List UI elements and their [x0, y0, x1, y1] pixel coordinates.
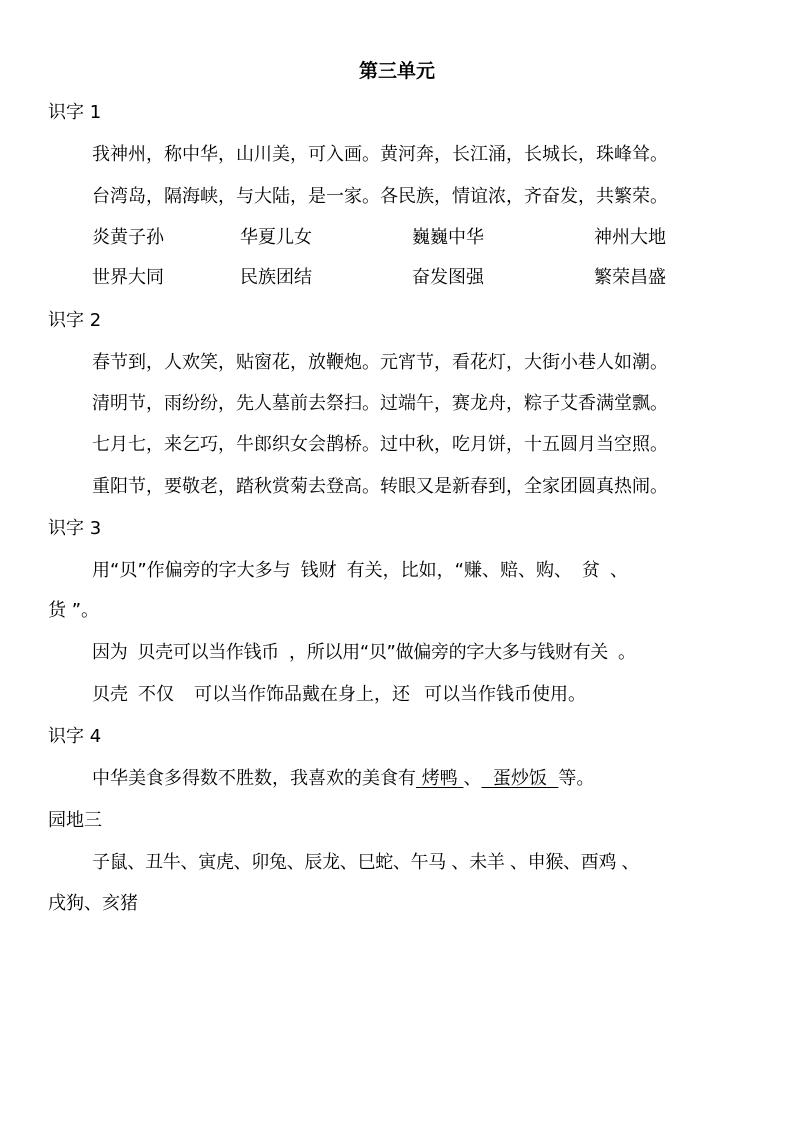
text-line: 春节到，人欢笑，贴窗花，放鞭炮。元宵节，看花灯，大街小巷人如潮。 — [92, 352, 668, 373]
text-fragment: 可以当作钱币使用。 — [424, 684, 586, 705]
answer-blank: 贝壳 — [92, 684, 128, 705]
word-row — [0, 225, 794, 251]
word-item: 民族团结 — [240, 267, 312, 288]
page-title: 第三单元 — [358, 60, 435, 82]
answer-blank: 钱财 — [300, 560, 337, 581]
answer-underlined: 蛋炒饭 — [492, 768, 547, 789]
word-item: 世界大同 — [92, 267, 164, 288]
text-line: 七月七，来乞巧，牛郎织女会鹊桥。过中秋，吃月饼，十五圆月当空照。 — [92, 434, 668, 455]
text-line: 子鼠、丑牛、寅虎、卯兔、辰龙、巳蛇、午马 、未羊 、申猴、酉鸡 、 — [92, 852, 640, 873]
text-line: 货 ”。 — [48, 600, 100, 621]
text-line: 清明节，雨纷纷，先人墓前去祭扫。过端午，赛龙舟，粽子艾香满堂飘。 — [92, 393, 668, 414]
text-line: 我神州，称中华，山川美，可入画。黄河奔，长江涌，长城长，珠峰耸。 — [92, 144, 668, 165]
word-item: 奋发图强 — [412, 267, 484, 288]
word-item: 繁荣昌盛 — [594, 267, 666, 288]
word-item: 华夏儿女 — [240, 227, 312, 248]
text-line: 戌狗、亥猪 — [48, 893, 138, 914]
text-fragment: 、 — [463, 768, 482, 789]
text-line — [92, 558, 628, 584]
text-fragment: 可以当作饰品戴在身上，还 — [194, 684, 410, 705]
text-fragment: 用“贝”作偏旁的字大多与 — [92, 560, 291, 581]
text-fragment: 中华美食多得数不胜数，我喜欢的美食有 — [92, 768, 416, 789]
word-item: 巍巍中华 — [412, 227, 484, 248]
text-line — [92, 766, 594, 792]
text-line: 重阳节，要敬老，踏秋赏菊去登高。转眼又是新春到，全家团圆真热闹。 — [92, 476, 668, 497]
text-fragment: 。 — [617, 642, 636, 663]
section-heading-yuandi-3: 园地三 — [48, 810, 102, 831]
answer-blank: 贫 — [581, 560, 600, 581]
text-line: 台湾岛，隔海峡，与大陆，是一家。各民族，情谊浓，齐奋发，共繁荣。 — [92, 186, 668, 207]
word-item: 炎黄子孙 — [92, 227, 164, 248]
text-fragment: 因为 — [92, 642, 128, 663]
answer-blank: 不仅 — [138, 684, 174, 705]
text-line — [92, 682, 586, 708]
answer-underlined: 烤鸭 — [421, 768, 458, 789]
text-fragment: 、 — [609, 560, 628, 581]
section-heading-shizi-4: 识字 4 — [48, 726, 102, 747]
section-heading-shizi-1: 识字 1 — [48, 102, 102, 123]
text-fragment: ，所以用“贝”做偏旁的字大多与钱财有关 — [289, 642, 608, 663]
answer-blank: 贝壳可以当作钱币 — [137, 642, 280, 663]
text-line — [92, 640, 636, 666]
text-fragment: 有关，比如，“赚、赔、购、 — [346, 560, 572, 581]
section-heading-shizi-3: 识字 3 — [48, 518, 102, 539]
text-fragment: 等。 — [558, 768, 595, 789]
word-item: 神州大地 — [594, 227, 666, 248]
word-row — [0, 265, 794, 291]
section-heading-shizi-2: 识字 2 — [48, 310, 102, 331]
